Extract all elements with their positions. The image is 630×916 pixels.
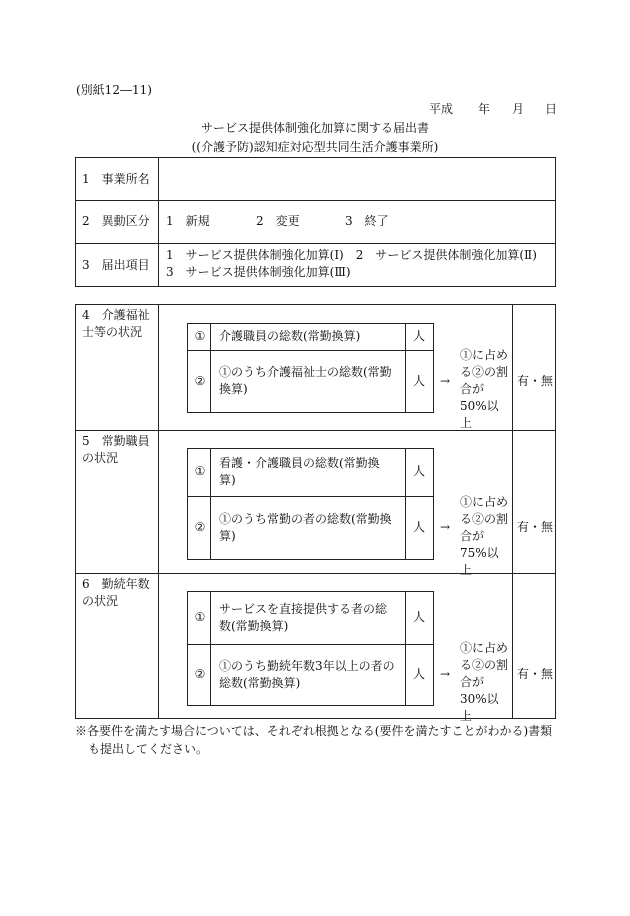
item-number: ② [194,667,206,681]
item-number: ① [194,329,206,343]
item-text: 看護・介護職員の総数(常勤換算) [219,456,380,487]
unit-label: 人 [413,667,426,681]
ratio-condition: ①に占める②の割合が30%以上 [460,641,509,723]
form-reference: (別紙12―11) [76,83,152,97]
item-text: ①のうち勤続年数3年以上の者の総数(常勤換算) [219,659,395,690]
document-subtitle: ((介護予防)認知症対応型共同生活介護事業所) [191,140,439,154]
result-selector[interactable]: 有・無 [517,520,554,534]
notification-item-label: 3 届出項目 [82,258,150,272]
date-era: 平成 [429,102,454,116]
change-type-option-new[interactable]: 1 新規 [166,214,210,228]
unit-label: 人 [413,610,426,624]
notification-item-options-line1[interactable]: 1 サービス提供体制強化加算(Ⅰ) 2 サービス提供体制強化加算(Ⅱ) [166,248,537,262]
item-text: ①のうち介護福祉士の総数(常勤換算) [219,365,392,396]
date-day-label: 日 [545,102,558,116]
item-number: ② [194,520,206,534]
section-label-care-welfare: 4 介護福祉士等の状況 [82,308,150,339]
item-text: 介護職員の総数(常勤換算) [219,329,361,343]
unit-label: 人 [413,464,426,478]
section-label-fulltime-staff: 5 常勤職員の状況 [82,434,150,465]
item-number: ① [194,610,206,624]
office-name-label: 1 事業所名 [82,172,150,186]
date-month-label: 月 [512,102,525,116]
ratio-condition: ①に占める②の割合が75%以上 [460,495,509,577]
arrow-icon: → [440,520,451,534]
unit-label: 人 [413,329,426,343]
arrow-icon: → [440,374,451,388]
date-year-label: 年 [478,102,491,116]
section-label-years-of-service: 6 勤続年数の状況 [82,577,150,608]
result-selector[interactable]: 有・無 [517,374,554,388]
change-type-label: 2 異動区分 [82,214,150,228]
requirements-table-divider [158,304,159,719]
change-type-option-end[interactable]: 3 終了 [345,214,389,228]
info-table-divider [75,243,556,244]
unit-label: 人 [413,520,426,534]
item-text: ①のうち常勤の者の総数(常勤換算) [219,512,392,543]
requirements-table-divider [512,304,513,719]
arrow-icon: → [440,667,451,681]
item-number: ① [194,464,206,478]
change-type-option-change[interactable]: 2 変更 [256,214,300,228]
info-table-divider [75,200,556,201]
footnote-line1: ※各要件を満たす場合については、それぞれ根拠となる(要件を満たすことがわかる)書類 [75,724,553,738]
unit-label: 人 [413,374,426,388]
notification-item-options-line2[interactable]: 3 サービス提供体制強化加算(Ⅲ) [166,265,351,279]
item-text: サービスを直接提供する者の総数(常勤換算) [219,602,388,633]
document-title: サービス提供体制強化加算に関する届出書 [200,121,429,135]
ratio-condition: ①に占める②の割合が50%以上 [460,348,509,430]
item-number: ② [194,374,206,388]
info-table-divider [158,157,159,287]
result-selector[interactable]: 有・無 [517,667,554,681]
footnote-line2: も提出してください。 [88,742,209,756]
